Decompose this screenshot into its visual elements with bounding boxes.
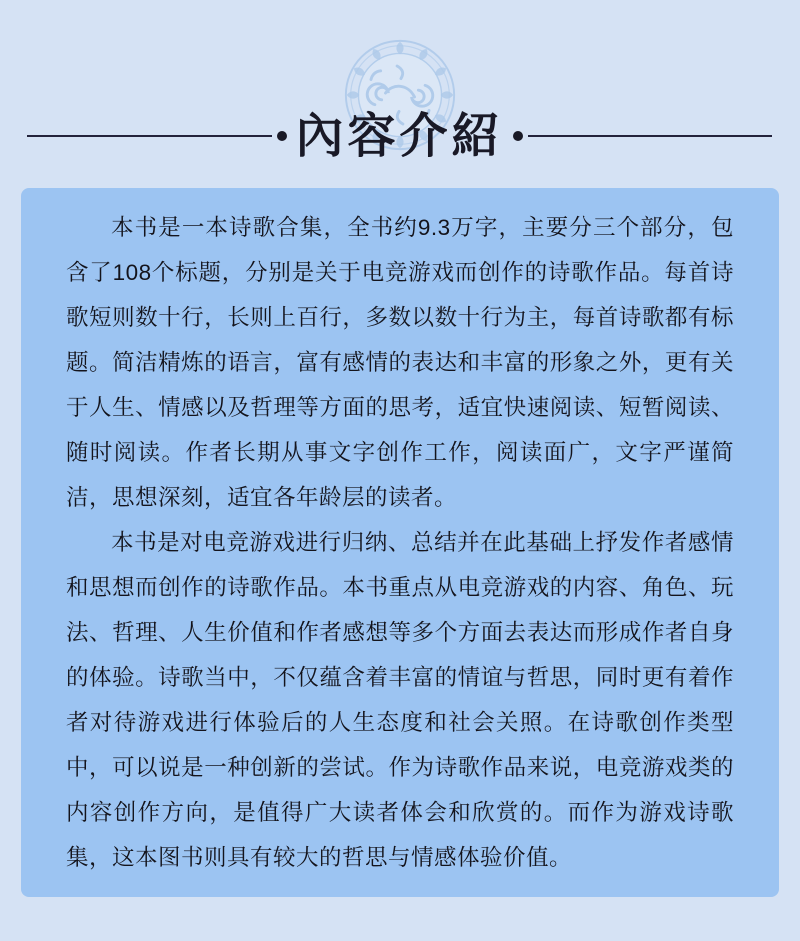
header — [0, 0, 800, 188]
content-card — [21, 188, 779, 897]
title-row — [27, 106, 772, 166]
page-title: 內容介紹 — [295, 107, 504, 164]
title-dot-right — [513, 131, 523, 141]
intro-paragraph-2: 本书是对电竞游戏进行归纳、总结并在此基础上抒发作者感情和思想而创作的诗歌作品。本书重点从电竞游戏的内容、角色、玩法、哲理、人生价值和作者感想等多个方面去表达而形成作者自身的体验。诗歌当中，不仅蕴含着丰富的情谊与哲思，同时更有着作者对待游戏进行体验后的人生态度和社会关照。在诗歌创作类型中，可以说是一种创新的尝试。作为诗歌作品来说，电竞游戏类的内容创作方向，是值得广大读者体会和欣赏的。而作为游戏诗歌集，这本图书则具有较大的哲思与情感体验价值。 — [66, 530, 734, 870]
title-divider-left — [27, 135, 272, 137]
title-divider-right — [528, 135, 773, 137]
intro-paragraph-1: 本书是一本诗歌合集，全书约9.3万字，主要分三个部分，包含了108个标题，分别是关于电竞游戏而创作的诗歌作品。每首诗歌短则数十行，长则上百行，多数以数十行为主，每首诗歌都有标题。简洁精炼的语言，富有感情的表达和丰富的形象之外，更有关于人生、情感以及哲理等方面的思考，适宜快速阅读、短暂阅读、随时阅读。作者长期从事文字创作工作，阅读面广，文字严谨简洁，思想深刻，适宜各年龄层的读者。 — [66, 215, 734, 510]
title-dot-left — [277, 131, 287, 141]
